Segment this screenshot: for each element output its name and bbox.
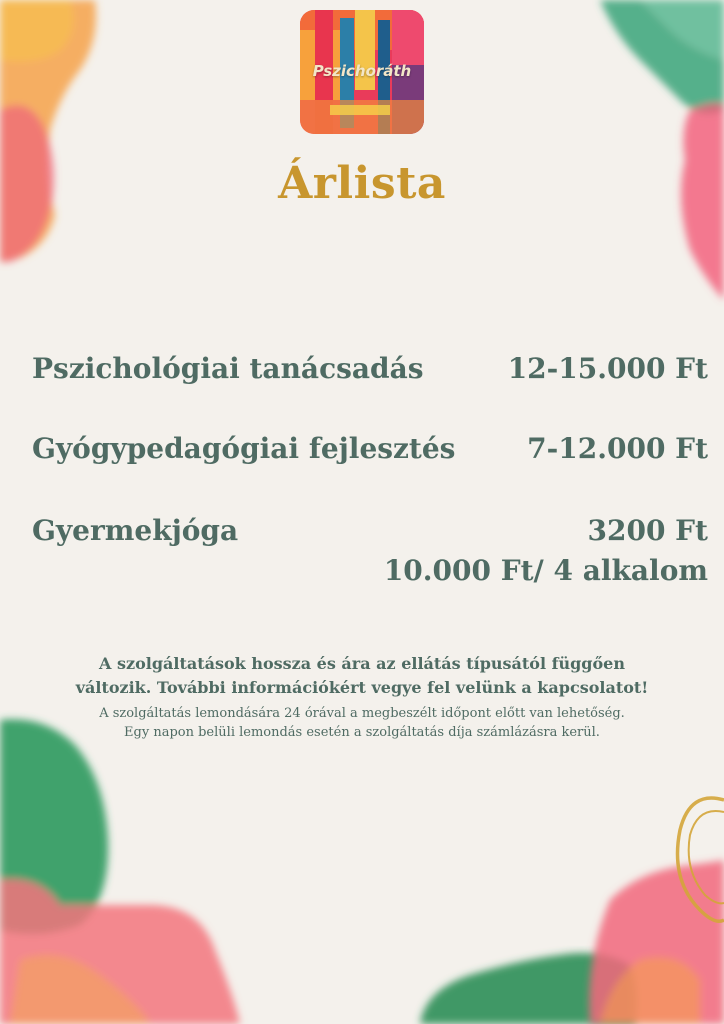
info-note: [60, 652, 664, 700]
logo-text: Pszichoráth: [312, 62, 412, 80]
service-name: Gyógypedagógiai fejlesztés: [32, 432, 456, 465]
top-right-splash: [600, 0, 724, 300]
info-note-line: A szolgáltatások hossza és ára az ellátás típusától függően: [99, 654, 625, 673]
cancellation-note-line: Egy napon belüli lemondás esetén a szolgáltatás díja számlázásra kerül.: [124, 725, 600, 740]
service-price: 3200 Ft: [587, 514, 708, 547]
bottom-right-splash: [589, 860, 724, 1024]
info-note-line: változik. További információkért vegye fel velünk a kapcsolatot!: [75, 678, 649, 697]
top-left-splash: [0, 0, 96, 262]
bottom-left-splash: [0, 719, 240, 1024]
cancellation-note: [40, 704, 684, 742]
page-title: Árlista: [278, 158, 446, 209]
service-price: 7-12.000 Ft: [527, 432, 708, 465]
service-name: Gyermekjóga: [32, 514, 239, 547]
service-name: Pszichológiai tanácsadás: [32, 352, 424, 385]
cancellation-note-line: A szolgáltatás lemondására 24 órával a megbeszélt időpont előtt van lehetőség.: [99, 706, 625, 721]
service-price: 12-15.000 Ft: [507, 352, 708, 385]
logo: [300, 10, 424, 134]
service-price-package: 10.000 Ft/ 4 alkalom: [383, 554, 708, 587]
